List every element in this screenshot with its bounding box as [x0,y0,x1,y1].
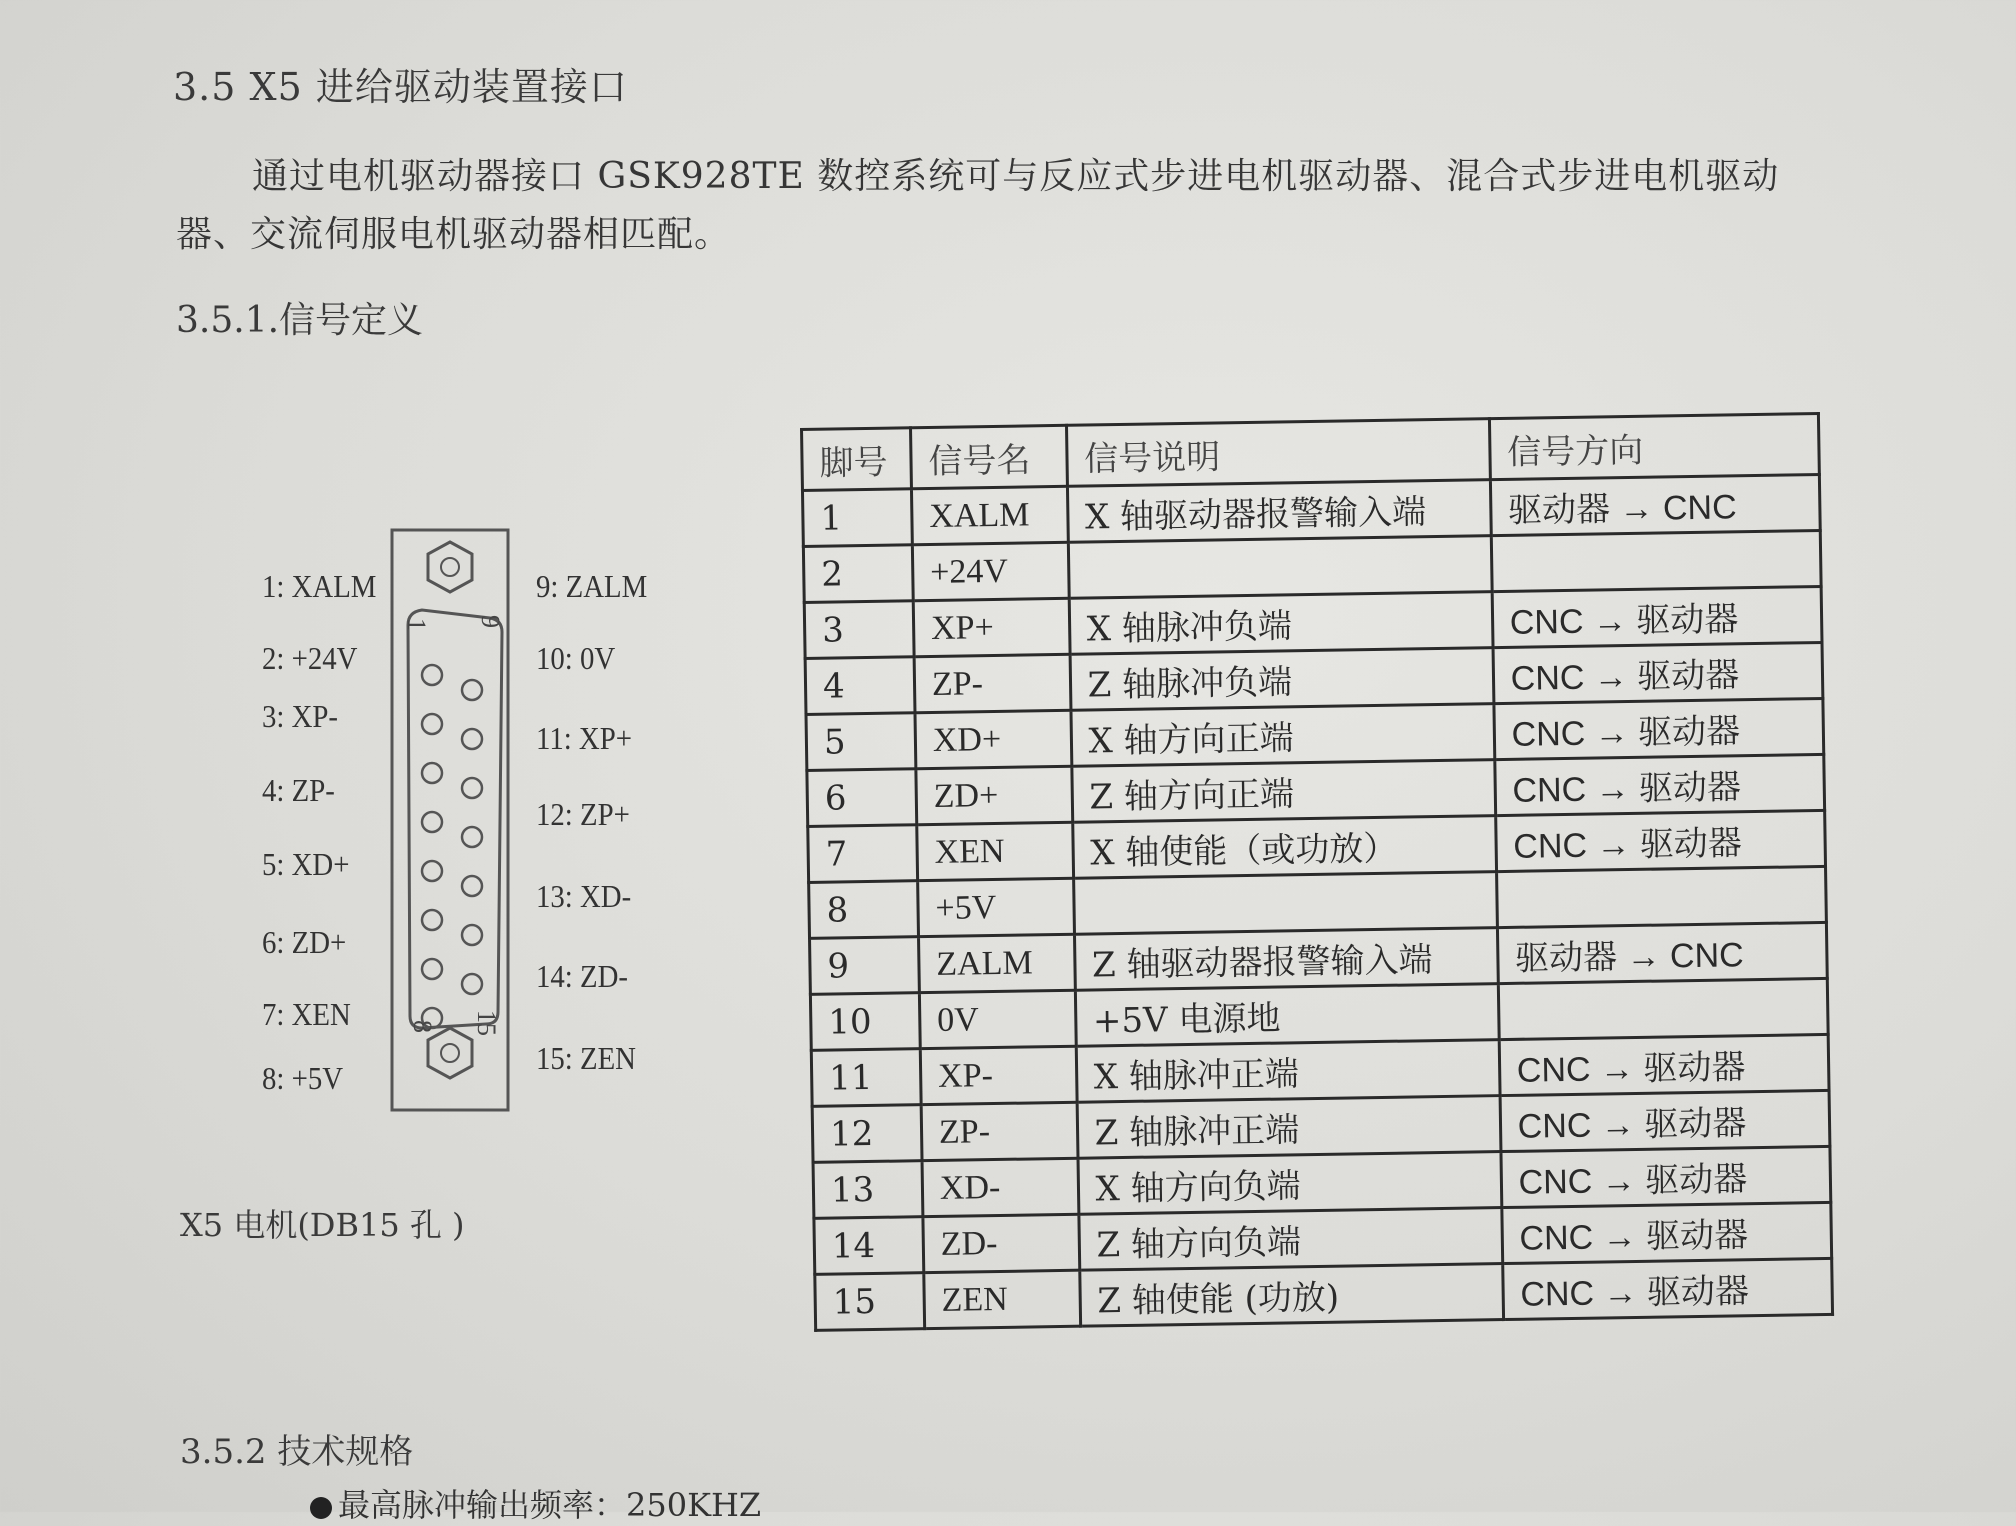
pin-hole [422,861,442,881]
pin-hole [462,778,482,798]
signal-name-cell: ZALM [918,934,1075,992]
pin-number-cell: 8 [809,881,919,939]
signal-name-cell: ZD- [923,1214,1080,1272]
signal-direction-cell: CNC → 驱动器 [1502,1202,1832,1263]
connector-caption: X5 电机(DB15 孔 ) [180,1206,465,1244]
pin-hole [422,665,442,685]
signal-description-cell [1068,536,1492,599]
header-pin: 脚号 [802,428,912,491]
signal-description-cell: Z 轴脉冲正端 [1077,1096,1501,1159]
pin-hole [462,974,482,994]
corner-label-1: 1 [402,618,431,631]
intro-paragraph-line-1: 通过电机驱动器接口 GSK928TE 数控系统可与反应式步进电机驱动器、混合式步进电机驱动 [252,156,1780,197]
signal-direction-cell [1491,530,1821,591]
pin-number-cell: 12 [812,1105,922,1163]
signal-direction-cell: CNC → 驱动器 [1493,642,1823,703]
signal-name-cell: ZP- [914,654,1071,712]
signal-name-cell: 0V [919,990,1076,1048]
pin-number-cell: 15 [815,1273,925,1331]
header-signal-description: 信号说明 [1066,419,1490,487]
pin-hole [422,812,442,832]
signal-name-cell: ZP- [921,1102,1078,1160]
signal-name-cell: XD+ [915,710,1072,768]
pin-number-cell: 9 [810,937,920,995]
signal-name-cell: +5V [918,878,1075,936]
pin-number-cell: 13 [813,1161,923,1219]
signal-description-cell: Z 轴使能 (功放) [1079,1264,1503,1327]
pin-number-cell: 1 [802,489,912,547]
signal-direction-cell: CNC → 驱动器 [1500,1090,1830,1151]
pin-label: 3: XP- [262,698,339,734]
pin-number-cell: 6 [807,769,917,827]
pin-holes [422,665,482,1028]
signal-direction-cell: CNC → 驱动器 [1501,1146,1831,1207]
header-signal-direction: 信号方向 [1489,414,1819,480]
pin-label: 6: ZD+ [262,924,347,960]
pin-number-cell: 3 [804,601,914,659]
pin-label: 15: ZEN [536,1040,636,1076]
signal-direction-cell: CNC → 驱动器 [1492,586,1822,647]
signal-description-cell: X 轴方向负端 [1078,1152,1502,1215]
pin-hole [462,680,482,700]
pin-number-cell: 4 [805,657,915,715]
signal-description-cell: Z 轴脉冲负端 [1070,648,1494,711]
pin-label: 2: +24V [262,640,358,676]
tech-spec-text: 最高脉冲输出频率：250KHZ [338,1486,762,1524]
pin-label: 13: XD- [536,878,632,914]
corner-label-8: 8 [408,1020,437,1033]
pin-number-cell: 2 [803,545,913,603]
pin-label: 10: 0V [536,640,616,676]
signal-direction-cell: CNC → 驱动器 [1494,754,1824,815]
pin-number-cell: 5 [806,713,916,771]
signal-description-cell: Z 轴方向负端 [1079,1208,1503,1271]
db15-connector-diagram [380,520,520,1120]
pin-label: 7: XEN [262,996,351,1032]
pin-hole [422,959,442,979]
pin-label: 5: XD+ [262,846,350,882]
signal-description-cell: X 轴方向正端 [1071,704,1495,767]
pin-hole [422,763,442,783]
tech-spec-bullet [310,1480,761,1526]
bullet-icon [310,1497,332,1519]
pin-hole [462,876,482,896]
header-signal-name: 信号名 [910,425,1067,488]
signal-name-cell: XD- [922,1158,1079,1216]
signal-direction-cell: 驱动器 → CNC [1490,474,1820,535]
table-body [802,474,1832,1330]
signal-name-cell: ZD+ [916,766,1073,824]
signal-description-cell: X 轴脉冲负端 [1069,592,1493,655]
signal-name-cell: XALM [911,486,1068,544]
pin-label: 11: XP+ [536,720,632,756]
pin-number-cell: 11 [811,1049,921,1107]
top-mount-hole [428,542,472,592]
signal-direction-cell: CNC → 驱动器 [1502,1258,1832,1319]
pin-number-cell: 14 [814,1217,924,1275]
signal-description-cell: Z 轴方向正端 [1071,760,1495,823]
pin-hole [422,714,442,734]
signal-name-cell: +24V [912,542,1069,600]
signal-description-cell: +5V 电源地 [1075,984,1499,1047]
pin-hole [462,925,482,945]
subsection-signal-definition: 3.5.1.信号定义 [176,300,424,341]
pin-hole [422,910,442,930]
signal-description-cell: X 轴使能（或功放） [1072,816,1496,879]
signal-name-cell: XEN [917,822,1074,880]
pin-hole [462,827,482,847]
pin-label: 8: +5V [262,1060,344,1096]
bottom-mount-hole [428,1028,472,1078]
pin-label: 9: ZALM [536,568,648,604]
corner-label-9: 9 [476,615,505,628]
pin-label: 14: ZD- [536,958,628,994]
corner-label-15: 15 [472,1010,501,1036]
signal-name-cell: XP- [920,1046,1077,1104]
signal-definition-table [800,412,1834,1332]
signal-description-cell: X 轴脉冲正端 [1076,1040,1500,1103]
signal-direction-cell: CNC → 驱动器 [1494,698,1824,759]
pin-hole [462,729,482,749]
signal-description-cell: Z 轴驱动器报警输入端 [1074,928,1498,991]
pin-label: 4: ZP- [262,772,335,808]
signal-direction-cell: CNC → 驱动器 [1499,1034,1829,1095]
pin-number-cell: 7 [808,825,918,883]
signal-description-cell [1073,872,1497,935]
pin-label: 1: XALM [262,568,377,604]
signal-description-cell: X 轴驱动器报警输入端 [1067,480,1491,543]
signal-direction-cell [1498,978,1828,1039]
signal-direction-cell: CNC → 驱动器 [1495,810,1825,871]
signal-name-cell: XP+ [913,598,1070,656]
pin-number-cell: 10 [810,993,920,1051]
intro-paragraph-line-2: 器、交流伺服电机驱动器相匹配。 [176,214,732,255]
signal-direction-cell: 驱动器 → CNC [1497,922,1827,983]
signal-direction-cell [1496,866,1826,927]
subsection-technical-spec: 3.5.2 技术规格 [180,1432,414,1472]
section-title: 3.5 X5 进给驱动装置接口 [173,65,628,109]
signal-name-cell: ZEN [924,1270,1081,1328]
pin-label: 12: ZP+ [536,796,630,832]
